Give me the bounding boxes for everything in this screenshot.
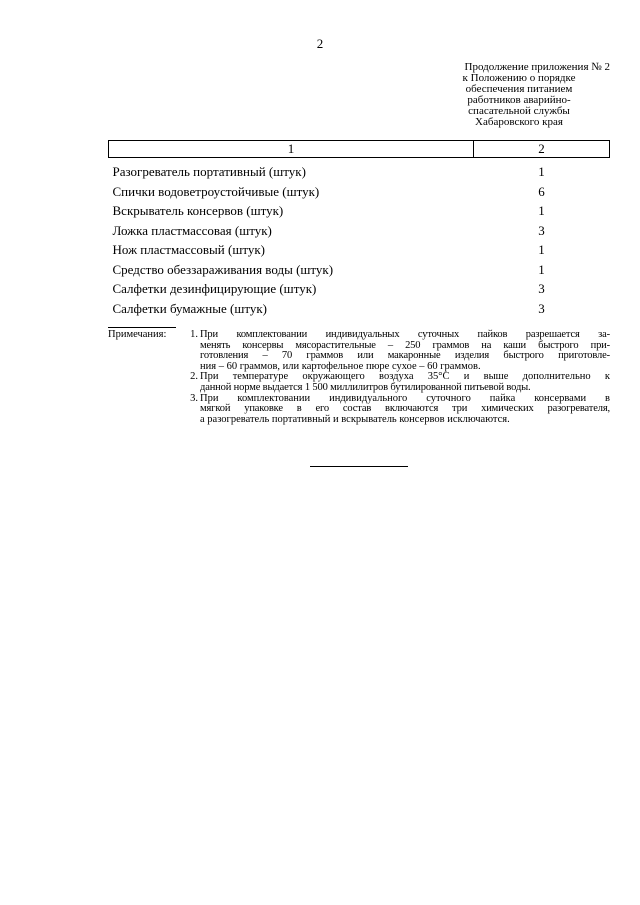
note-line: данной норме выдается 1 500 миллилитров бутилированной питьевой воды. bbox=[200, 381, 531, 393]
column-header-1: 1 bbox=[109, 141, 474, 158]
note-line: а разогреватель портативный и вскрыватель консервов исключаются. bbox=[200, 413, 510, 425]
note-line: менять консервы мясорастительные – 250 граммов на каши быстрого при- bbox=[200, 339, 610, 351]
note-line: готовления – 70 граммов или макаронные изделия быстрого приготовле- bbox=[200, 350, 610, 362]
appendix-header-line: Продолжение приложения № 2 bbox=[464, 61, 610, 73]
item-quantity: 3 bbox=[538, 222, 545, 238]
item-quantity: 3 bbox=[538, 300, 545, 316]
item-name: Ложка пластмассовая (штук) bbox=[112, 222, 272, 238]
notes-separator-line bbox=[108, 327, 176, 328]
table-row bbox=[109, 162, 610, 182]
item-quantity: 1 bbox=[538, 203, 545, 218]
table-row bbox=[109, 279, 610, 299]
item-name: Нож пластмассовый (штук) bbox=[112, 242, 265, 257]
notes-label: Примечания: bbox=[108, 329, 167, 340]
table-header-row bbox=[109, 141, 610, 158]
item-name: Средство обеззараживания воды (штук) bbox=[112, 261, 334, 277]
appendix-header-line: обеспечения питанием bbox=[465, 83, 573, 95]
end-separator-line bbox=[310, 466, 408, 467]
appendix-header-line: Хабаровского края bbox=[475, 116, 563, 128]
note-line: При температуре окружающего воздуха 35°С и выше дополнительно к bbox=[200, 371, 610, 383]
note-number: 3. bbox=[190, 392, 198, 404]
note-number: 1. bbox=[190, 329, 198, 340]
appendix-header-line: спасательной службы bbox=[468, 105, 570, 117]
note-line: При комплектовании индивидуальных суточных пайков разрешается за- bbox=[200, 329, 610, 340]
note-line: При комплектовании индивидуального суточного пайка консервами в bbox=[200, 392, 610, 404]
item-name: Вскрыватель консервов (штук) bbox=[112, 203, 284, 218]
item-quantity: 1 bbox=[538, 261, 545, 277]
note-item bbox=[190, 371, 610, 393]
table-row bbox=[109, 182, 610, 202]
item-name: Салфетки бумажные (штук) bbox=[112, 300, 267, 316]
item-quantity: 1 bbox=[538, 242, 545, 257]
items-table bbox=[108, 140, 610, 318]
table-row bbox=[109, 260, 610, 280]
item-name: Спички водоветроустойчивые (штук) bbox=[112, 183, 320, 199]
appendix-header-line: работников аварийно- bbox=[467, 94, 571, 106]
item-name: Салфетки дезинфицирующие (штук) bbox=[112, 281, 317, 296]
page-number: 2 bbox=[316, 36, 324, 51]
item-name: Разогреватель портативный (штук) bbox=[112, 164, 306, 179]
note-item bbox=[190, 392, 610, 426]
note-number: 2. bbox=[190, 371, 198, 383]
table-row bbox=[109, 240, 610, 260]
notes-section bbox=[108, 330, 610, 425]
table-row bbox=[109, 221, 610, 241]
column-header-2: 2 bbox=[474, 141, 610, 158]
item-quantity: 6 bbox=[538, 183, 545, 199]
note-line: ния – 60 граммов, или картофельное пюре сухое – 60 граммов. bbox=[200, 360, 481, 372]
note-item bbox=[190, 329, 610, 372]
table-row bbox=[109, 299, 610, 319]
appendix-header-line: к Положению о порядке bbox=[462, 72, 576, 84]
appendix-header bbox=[428, 62, 610, 128]
table-row bbox=[109, 201, 610, 221]
item-quantity: 1 bbox=[538, 164, 545, 179]
note-line: мягкой упаковке в его состав включаются три химических разогревателя, bbox=[200, 403, 610, 415]
item-quantity: 3 bbox=[538, 281, 545, 296]
